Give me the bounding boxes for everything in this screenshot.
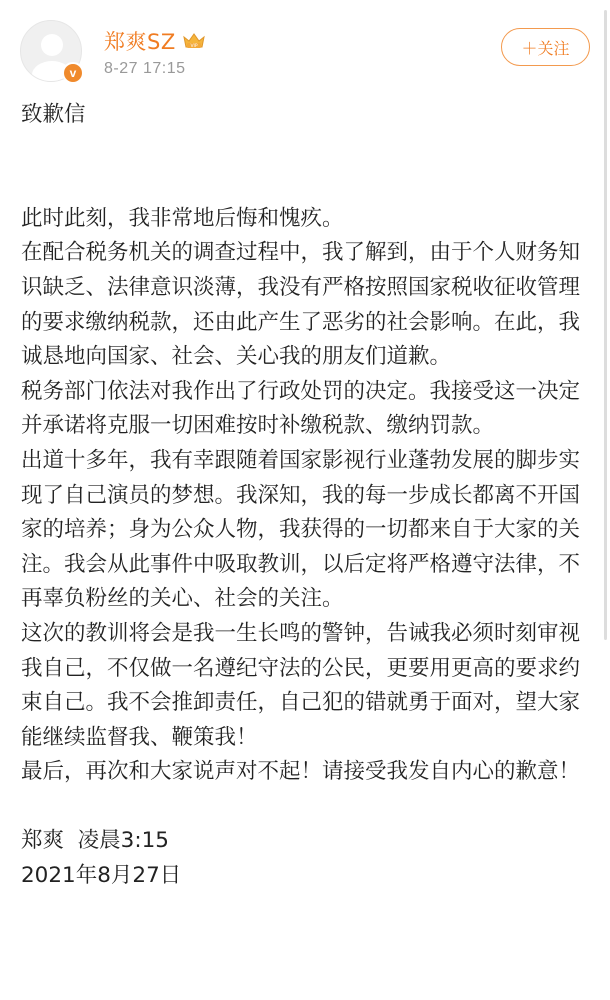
post-header bbox=[0, 0, 610, 92]
blank-line bbox=[21, 133, 591, 168]
verified-badge-icon: v bbox=[62, 62, 84, 84]
blank-line bbox=[21, 167, 591, 202]
paragraph-6: 最后，再次和大家说声对不起！请接受我发自内心的歉意！ bbox=[21, 759, 581, 785]
paragraph-5: 这次的教训将会是我一生长鸣的警钟，告诫我必须时刻审视我自己，不仅做一名遵纪守法的公民，更要用更高的要求约束自己。我不会推卸责任，自己犯的错就勇于面对，望大家能继续监督我、鞭策我！ bbox=[21, 620, 581, 750]
username-row bbox=[104, 27, 206, 55]
signature-date: 2021年8月27日 bbox=[21, 863, 182, 889]
username[interactable]: 郑爽SZ bbox=[104, 30, 176, 54]
follow-button[interactable]: ＋关注 bbox=[501, 28, 590, 66]
signature: 郑爽 凌晨3:15 bbox=[21, 828, 169, 854]
paragraph-1: 此时此刻，我非常地后悔和愧疚。 bbox=[21, 205, 344, 231]
blank-line bbox=[21, 790, 591, 825]
post-timestamp: 8-27 17:15 bbox=[104, 60, 186, 77]
paragraph-3: 税务部门依法对我作出了行政处罚的决定。我接受这一决定并承诺将克服一切困难按时补缴税款、缴纳罚款。 bbox=[21, 378, 581, 439]
paragraph-4: 出道十多年，我有幸跟随着国家影视行业蓬勃发展的脚步实现了自己演员的梦想。我深知，我的每一步成长都离不开国家的培养；身为公众人物，我获得的一切都来自于大家的关注。我会从此事件中吸取教训，以后定将严格遵守法律，不再辜负粉丝的关心、社会的关注。 bbox=[21, 447, 581, 612]
scrollbar[interactable] bbox=[604, 10, 607, 640]
svg-text:VIP: VIP bbox=[190, 44, 198, 50]
post-content bbox=[21, 98, 591, 894]
vip-crown-icon[interactable] bbox=[182, 31, 206, 51]
paragraph-2: 在配合税务机关的调查过程中，我了解到，由于个人财务知识缺乏、法律意识淡薄，我没有严格按照国家税收征收管理的要求缴纳税款，还由此产生了恶劣的社会影响。在此，我诚恳地向国家、社会、关心我的朋友们道歉。 bbox=[21, 240, 581, 370]
post-title: 致歉信 bbox=[21, 102, 86, 127]
